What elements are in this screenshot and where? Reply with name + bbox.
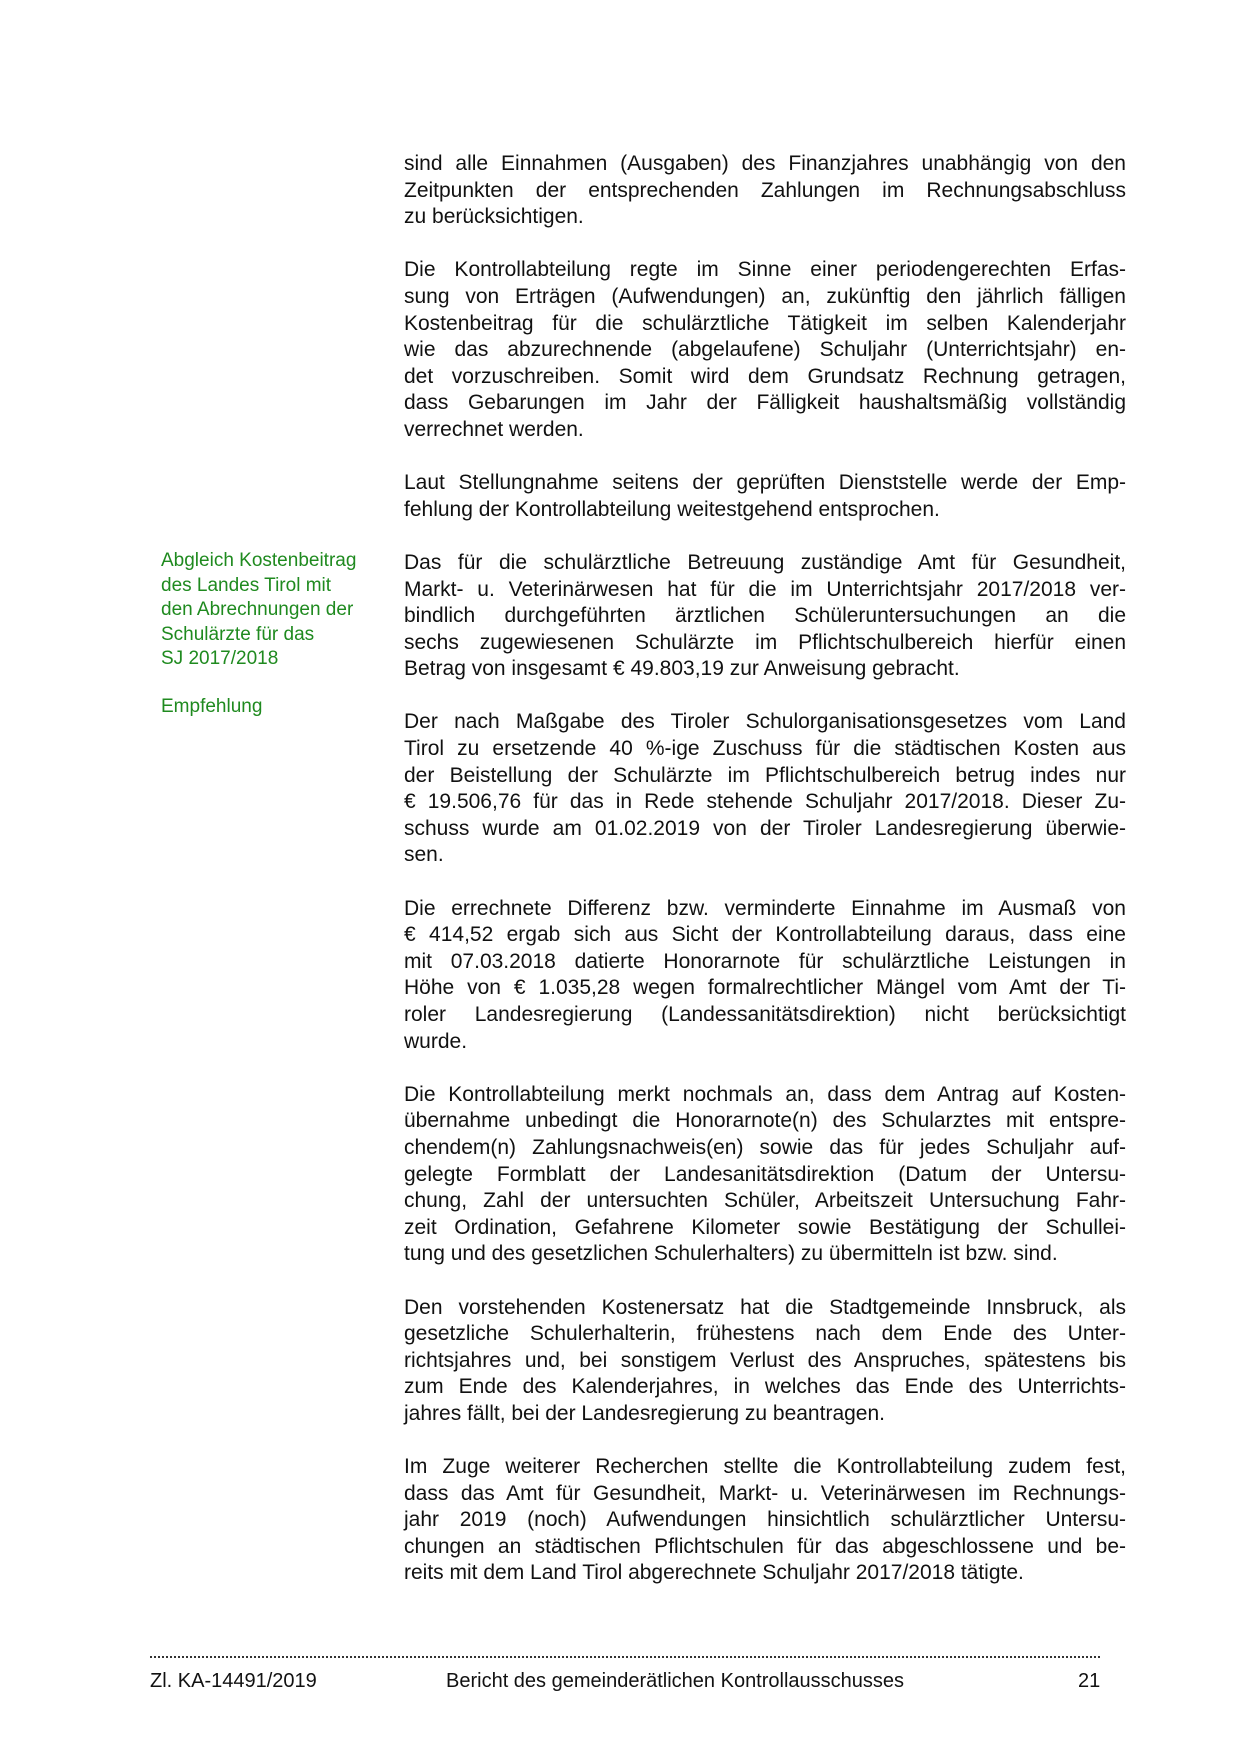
text-line: zeit Ordination, Gefahrene Kilometer sowie Bestätigung der Schullei-	[404, 1215, 1126, 1239]
text-line: gelegte Formblatt der Landesanitätsdirektion (Datum der Untersu-	[404, 1162, 1126, 1186]
text-line: Höhe von € 1.035,28 wegen formalrechtlicher Mängel vom Amt der Ti-	[404, 976, 1126, 1000]
margin-recommendation-label: Empfehlung	[161, 696, 263, 717]
text-line: zu berücksichtigen.	[404, 205, 584, 229]
text-line: tung und des gesetzlichen Schulerhalters) zu übermitteln ist bzw. sind.	[404, 1242, 1058, 1266]
text-line: Kostenbeitrag für die schulärztliche Tätigkeit im selben Kalenderjahr	[404, 311, 1126, 335]
text-line: Tirol zu ersetzende 40 %-ige Zuschuss für die städtischen Kosten aus	[404, 737, 1126, 761]
text-line: jahr 2019 (noch) Aufwendungen hinsichtlich schulärztlicher Untersu-	[404, 1508, 1126, 1532]
margin-heading-line: den Abrechnungen der	[161, 599, 354, 620]
text-line: Die Kontrollabteilung merkt nochmals an, dass dem Antrag auf Kosten-	[404, 1082, 1126, 1106]
text-line: fehlung der Kontrollabteilung weitestgehend entsprochen.	[404, 497, 940, 521]
text-line: verrechnet werden.	[404, 417, 584, 441]
text-line: Die errechnete Differenz bzw. verminderte Einnahme im Ausmaß von	[404, 896, 1126, 920]
text-line: zum Ende des Kalenderjahres, in welches das Ende des Unterrichts-	[404, 1375, 1126, 1399]
paragraph	[404, 1454, 1126, 1587]
page-number: 21	[1078, 1670, 1101, 1692]
text-line: sen.	[404, 843, 444, 867]
text-line: sung von Erträgen (Aufwendungen) an, zukünftig den jährlich fälligen	[404, 284, 1126, 308]
text-line: schuss wurde am 01.02.2019 von der Tiroler Landesregierung überwie-	[404, 816, 1126, 840]
text-line: Den vorstehenden Kostenersatz hat die Stadtgemeinde Innsbruck, als	[404, 1295, 1126, 1319]
text-line: det vorzuschreiben. Somit wird dem Grundsatz Rechnung getragen,	[404, 364, 1126, 388]
text-line: Der nach Maßgabe des Tiroler Schulorganisationsgesetzes vom Land	[404, 710, 1126, 734]
text-line: mit 07.03.2018 datierte Honorarnote für schulärztliche Leistungen in	[404, 949, 1126, 973]
margin-heading-line: Schulärzte für das	[161, 623, 315, 645]
paragraph	[404, 550, 1126, 683]
body-text	[404, 151, 1126, 1614]
text-line: wurde.	[404, 1029, 468, 1053]
paragraph	[404, 896, 1126, 1056]
text-line: dass Gebarungen im Jahr der Fälligkeit haushaltsmäßig vollständig	[404, 391, 1126, 415]
text-line: roler Landesregierung (Landessanitätsdirektion) nicht berücksichtigt	[404, 1003, 1126, 1026]
text-line: reits mit dem Land Tirol abgerechnete Schuljahr 2017/2018 tätigte.	[404, 1561, 1024, 1585]
footer-divider	[150, 1656, 1100, 1658]
footer-title: Bericht des gemeinderätlichen Kontrollausschusses	[446, 1670, 905, 1692]
text-line: jahres fällt, bei der Landesregierung zu beantragen.	[404, 1401, 885, 1425]
text-line: Markt- u. Veterinärwesen hat für die im Unterrichtsjahr 2017/2018 ver-	[404, 577, 1126, 601]
text-line: gesetzliche Schulerhalterin, frühestens nach dem Ende des Unter-	[404, 1322, 1126, 1346]
text-line: Betrag von insgesamt € 49.803,19 zur Anweisung gebracht.	[404, 657, 960, 681]
text-line: Laut Stellungnahme seitens der geprüften Dienststelle werde der Emp-	[404, 471, 1126, 495]
paragraph	[404, 1295, 1126, 1428]
paragraph	[404, 1082, 1126, 1268]
text-line: Im Zuge weiterer Recherchen stellte die Kontrollabteilung zudem fest,	[404, 1455, 1126, 1479]
paragraph	[404, 470, 1126, 523]
paragraph	[404, 151, 1126, 231]
text-line: der Beistellung der Schulärzte im Pflichtschulbereich betrug indes nur	[404, 763, 1126, 787]
text-line: Die Kontrollabteilung regte im Sinne einer periodengerechten Erfas-	[404, 258, 1126, 282]
text-line: Das für die schulärztliche Betreuung zuständige Amt für Gesundheit,	[404, 550, 1126, 574]
footer-reference: Zl. KA-14491/2019	[150, 1670, 317, 1692]
margin-heading-line: des Landes Tirol mit	[161, 574, 332, 596]
margin-heading	[161, 549, 391, 672]
text-line: chung, Zahl der untersuchten Schüler, Arbeitszeit Untersuchung Fahr-	[404, 1189, 1126, 1213]
text-line: wie das abzurechnende (abgelaufene) Schuljahr (Unterrichtsjahr) en-	[404, 338, 1126, 362]
text-line: chendem(n) Zahlungsnachweis(en) sowie das für jedes Schuljahr auf-	[404, 1135, 1126, 1159]
text-line: € 19.506,76 für das in Rede stehende Schuljahr 2017/2018. Dieser Zu-	[404, 790, 1126, 814]
text-line: bindlich durchgeführten ärztlichen Schüleruntersuchungen an die	[404, 604, 1126, 628]
text-line: Zeitpunkten der entsprechenden Zahlungen im Rechnungsabschluss	[404, 178, 1126, 202]
text-line: chungen an städtischen Pflichtschulen für das abgeschlossene und be-	[404, 1534, 1126, 1558]
paragraph	[404, 257, 1126, 443]
margin-heading-line: Abgleich Kostenbeitrag	[161, 550, 357, 571]
text-line: sind alle Einnahmen (Ausgaben) des Finanzjahres unabhängig von den	[404, 152, 1126, 175]
text-line: € 414,52 ergab sich aus Sicht der Kontrollabteilung daraus, dass eine	[404, 923, 1126, 947]
margin-heading-line: SJ 2017/2018	[161, 648, 279, 669]
paragraph	[404, 709, 1126, 869]
text-line: richtsjahres und, bei sonstigem Verlust des Anspruches, spätestens bis	[404, 1348, 1126, 1372]
text-line: sechs zugewiesenen Schulärzte im Pflichtschulbereich hierfür einen	[404, 630, 1126, 654]
text-line: übernahme unbedingt die Honorarnote(n) des Schularztes mit entspre-	[404, 1109, 1126, 1133]
text-line: dass das Amt für Gesundheit, Markt- u. Veterinärwesen im Rechnungs-	[404, 1481, 1126, 1505]
